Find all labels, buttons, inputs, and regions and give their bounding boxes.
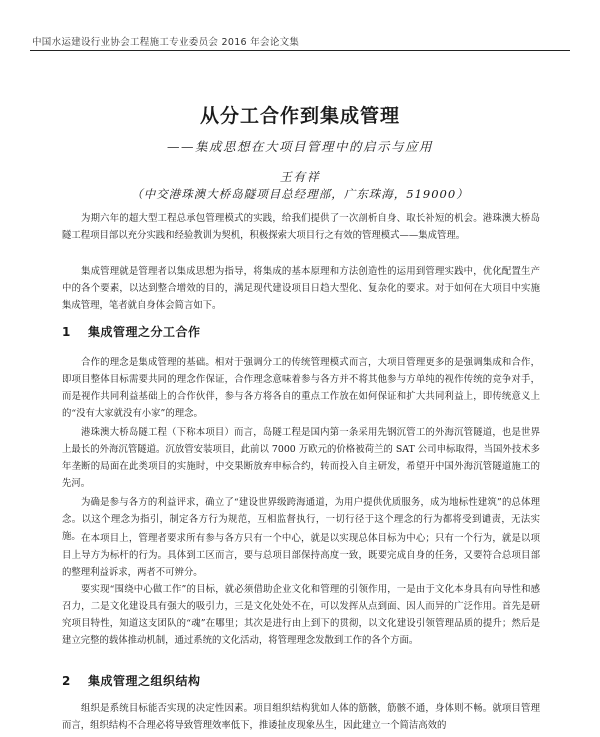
body-paragraph: 组织是系统目标能否实现的决定性因素。项目组织结构犹如人体的筋骸，筋骸不通，身体则不畅。就项目管理而言，组织结构不合理必将导致管理效率低下，推诿扯皮现象丛生，因此建立一个简洁高效的 [62, 703, 540, 731]
paper-subtitle: ——集成思想在大项目管理中的启示与应用 [166, 139, 433, 154]
body-paragraph: 在本项目上，管理者要求所有参与各方只有一个中心，就是以实现总体目标为中心；只有一个行为，就是以项目上导方为标杆的行为。具体到工区而言，要与总项目部保持高度一致，既要完成自身的任务，又要符合总项目部的整理利益诉求，两者不可辨分。 [62, 533, 540, 578]
paper-title: 从分工合作到集成管理 [199, 105, 400, 127]
body-paragraph: 港珠澳大桥岛隧工程（下称本项目）而言，岛隧工程是国内第一条采用先钢沉管工的外海沉管隧道，也是世界上最长的外海沉管隧道。沉放管安装项目，此前以 7000 万欧元的价格被荷兰的 SAT 公司申标取得，当国外技术多年垄断的局面在此类项目的实施时，中交果断放弃申标合约，转而投入自主研发，希望开中国外海沉管隧道施工的先河。 [62, 427, 540, 489]
section-heading [62, 672, 201, 689]
body-paragraph: 为确是参与各方的利益评求，确立了“建设世界级跨海通道，为用户提供优质服务，成为地标性建筑”的总体理念。以这个理念为指引，制定各方行为规范，互相监督执行，一切行径于这个理念的行为都将受到谴责，无法实施。 [62, 497, 540, 542]
author-affiliation: （中交港珠澳大桥岛隧项目总经理部，广东珠海，519000） [131, 187, 469, 201]
author-name: 王有祥 [279, 170, 321, 184]
section-title: 集成管理之分工合作 [88, 325, 201, 339]
body-paragraph: 合作的理念是集成管理的基础。相对于强调分工的传统管理模式而言，大项目管理更多的是强调集成和合作，即项目整体目标需要共同的理念作保证，合作理念意味着参与各方并不将其他参与方单纯的视作传统的竞争对手，而是视作共同利益基础上的合作伙伴，参与各方将各自的重点工作放在如何保证和扩大共同利益上，即传统意义上的“没有大家就没有小家”的理念。 [62, 357, 540, 419]
section-number: 1 [62, 325, 71, 339]
section-title: 集成管理之组织结构 [88, 674, 201, 688]
section-number: 2 [62, 674, 71, 688]
section-heading [62, 323, 201, 340]
header-rule [30, 50, 570, 51]
running-head: 中国水运建设行业协会工程施工专业委员会 2016 年会论文集 [32, 37, 300, 48]
body-paragraph: 要实现“围绕中心做工作”的目标，就必须借助企业文化和管理的引领作用，一是由于文化本身具有向导性和感召力，二是文化建设具有强大的吸引力，三是文化处处不在，可以发挥从点到面、因人而异的广泛作用。首先是研究项目特性，知道这支团队的“魂”在哪里；其次是进行由上到下的贯彻，以文化建设引领管理品质的提升；然后是建立完整的载体推动机制，通过系统的文化活动，将管理理念发散到工作的各个方面。 [62, 584, 540, 646]
intro-paragraph: 集成管理就是管理者以集成思想为指导，将集成的基本原理和方法创造性的运用到管理实践中，优化配置生产中的各个要素，以达到整合增效的目的，满足现代建设项目日趋大型化、复杂化的要求。对于如何在大项目中实施集成管理，笔者就自身体会简言如下。 [62, 266, 540, 311]
intro-paragraph: 为期六年的超大型工程总承包管理模式的实践，给我们提供了一次剖析自身、取长补短的机会。港珠澳大桥岛隧工程项目部以充分实践和经验教训为契机，积极探索大项目行之有效的管理模式——集成管理。 [62, 213, 540, 241]
